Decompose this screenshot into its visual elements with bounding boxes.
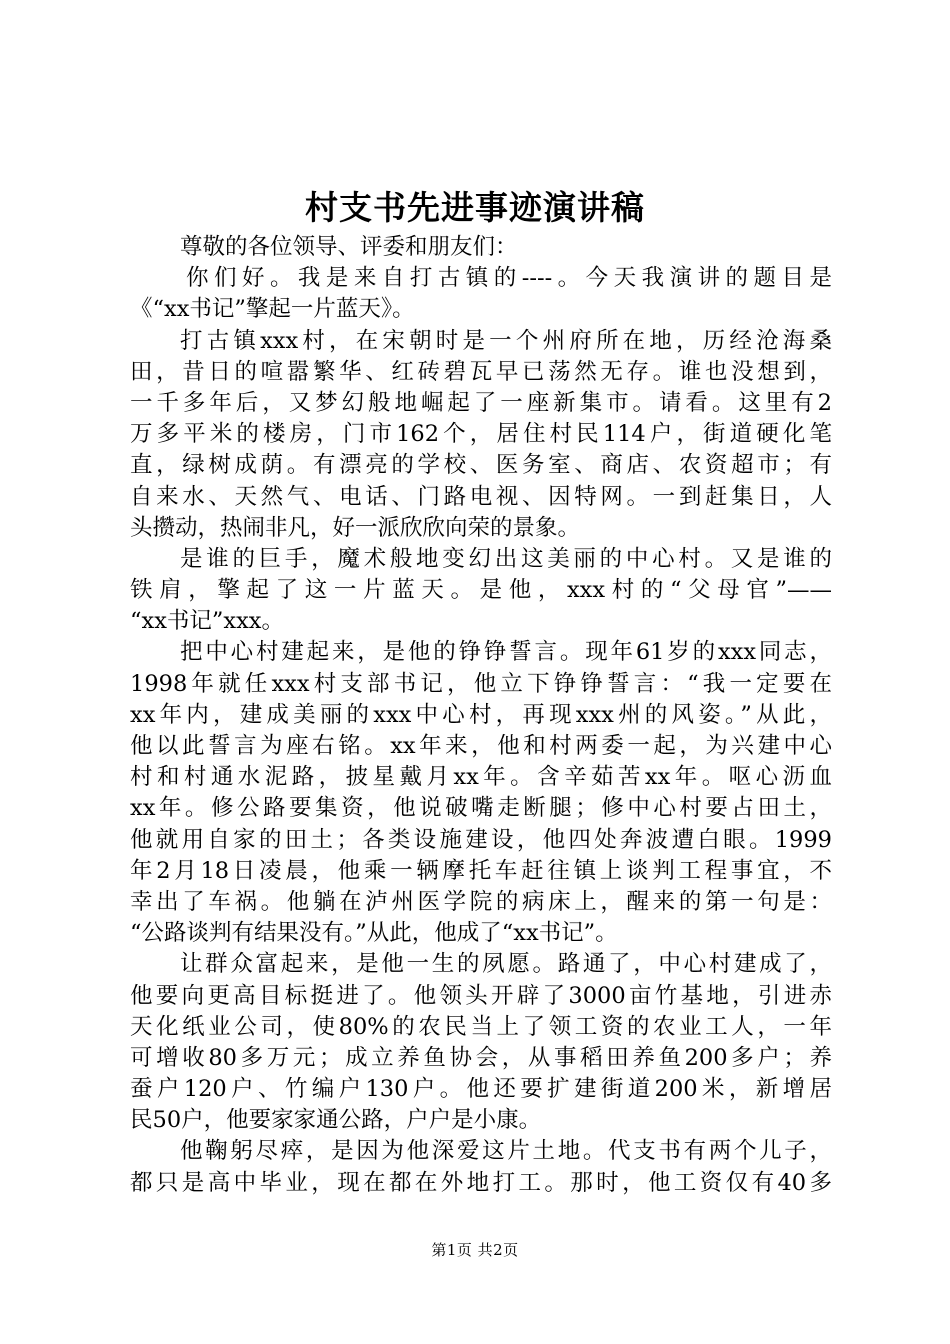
body-line: xx年内，建成美丽的xxx中心村，再现xxx州的风姿。”从此，	[130, 701, 832, 728]
body-line: 幸出了车祸。他躺在泸州医学院的病床上，醒来的第一句是：	[130, 888, 832, 915]
body-line: xx年。修公路要集资，他说破嘴走断腿；修中心村要占田土，	[130, 795, 832, 822]
body-line: 他要向更高目标挺进了。他领头开辟了3000亩竹基地，引进赤	[130, 982, 832, 1009]
body-line: 《“xx书记”擎起一片蓝天》。	[130, 296, 415, 323]
body-line: 1998年就任xxx村支部书记，他立下铮铮誓言：“我一定要在	[130, 670, 832, 697]
body-line: 尊敬的各位领导、评委和朋友们：	[180, 234, 518, 260]
body-line: 把中心村建起来，是他的铮铮誓言。现年61岁的xxx同志，	[180, 639, 832, 666]
body-line: 让群众富起来，是他一生的夙愿。路通了，中心村建成了，	[180, 951, 832, 978]
body-line: 一千多年后，又梦幻般地崛起了一座新集市。请看。这里有2	[130, 389, 832, 416]
body-line: “xx书记”xxx。	[130, 608, 284, 635]
body-line: 年2月18日凌晨，他乘一辆摩托车赶往镇上谈判工程事宜，不	[130, 857, 832, 884]
body-line: 天化纸业公司，使80%的农民当上了领工资的农业工人，一年	[130, 1013, 832, 1040]
body-line: 村和村通水泥路，披星戴月xx年。含辛茹苦xx年。呕心沥血	[130, 764, 832, 791]
page-footer: 第1页 共2页	[431, 1241, 519, 1259]
body-line: 蚕户120户、竹编户130户。他还要扩建街道200米，新增居	[130, 1076, 832, 1103]
body-line: 自来水、天然气、电话、门路电视、因特网。一到赶集日，人	[130, 483, 832, 510]
document-title: 村支书先进事迹演讲稿	[305, 188, 645, 227]
body-line: 田，昔日的喧嚣繁华、红砖碧瓦早已荡然无存。谁也没想到，	[130, 358, 832, 385]
body-line: 头攒动，热闹非凡，好一派欣欣向荣的景象。	[130, 514, 581, 541]
body-line: 你们好。我是来自打古镇的----。今天我演讲的题目是	[186, 265, 832, 292]
body-line: 民50户，他要家家通公路，户户是小康。	[130, 1107, 542, 1134]
body-line: 打古镇xxx村，在宋朝时是一个州府所在地，历经沧海桑	[180, 327, 832, 354]
body-line: 都只是高中毕业，现在都在外地打工。那时，他工资仅有40多	[130, 1169, 832, 1196]
body-line: 他就用自家的田土；各类设施建设，他四处奔波遭白眼。1999	[130, 826, 832, 853]
body-line: 万多平米的楼房，门市162个，居住村民114户，街道硬化笔	[130, 421, 832, 448]
body-line: 铁肩，擎起了这一片蓝天。是他，xxx村的“父母官”——	[130, 577, 832, 604]
document-body	[130, 232, 832, 1199]
body-line: 他以此誓言为座右铭。xx年来，他和村两委一起，为兴建中心	[130, 733, 832, 759]
body-line: 直，绿树成荫。有漂亮的学校、医务室、商店、农资超市；有	[130, 452, 832, 479]
body-line: 可增收80多万元；成立养鱼协会，从事稻田养鱼200多户；养	[130, 1044, 832, 1071]
body-line: 是谁的巨手，魔术般地变幻出这美丽的中心村。又是谁的	[180, 545, 832, 572]
body-line: 他鞠躬尽瘁，是因为他深爱这片土地。代支书有两个儿子，	[180, 1138, 832, 1165]
body-line: “公路谈判有结果没有。”从此，他成了“xx书记”。	[130, 920, 618, 947]
